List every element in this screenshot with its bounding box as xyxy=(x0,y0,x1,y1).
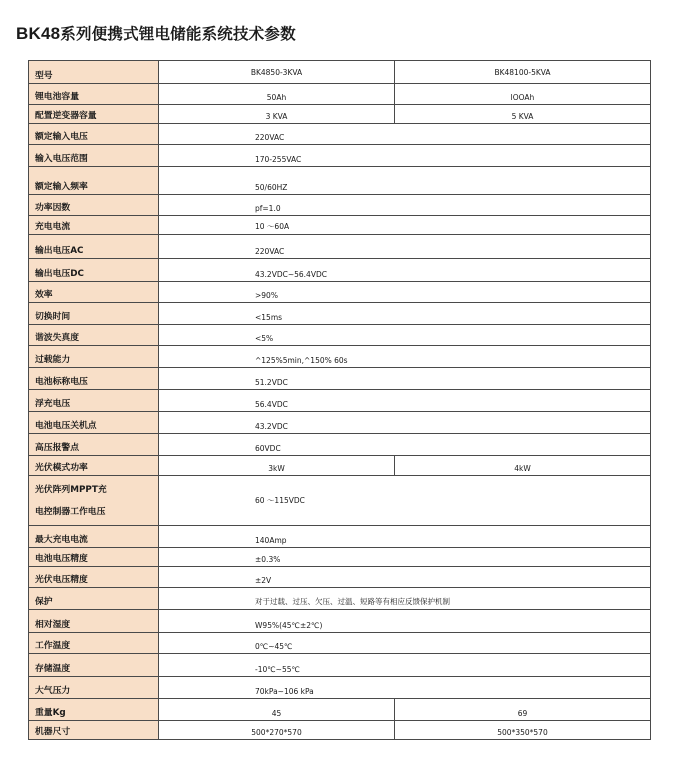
row-label: 额定输入频率 xyxy=(29,167,159,195)
row-label-line-1: 光伏阵列MPPT充 xyxy=(35,484,107,495)
row-value-model-1: 500*270*570 xyxy=(159,721,395,740)
row-label: 功率因数 xyxy=(29,195,159,216)
row-value: 170-255VAC xyxy=(159,145,651,167)
row-value: 43.2VDC~56.4VDC xyxy=(159,259,651,282)
row-value: W95%(45℃±2℃) xyxy=(159,610,651,633)
row-value: 10 ～60A xyxy=(159,216,651,235)
row-label: 电池标称电压 xyxy=(29,368,159,390)
row-label-line-2: 电控制器工作电压 xyxy=(35,506,106,517)
table-row xyxy=(29,346,651,368)
row-value: 56.4VDC xyxy=(159,390,651,412)
table-row xyxy=(29,167,651,195)
row-value: 50/60HZ xyxy=(159,167,651,195)
row-value: -10℃~55℃ xyxy=(159,654,651,677)
table-row xyxy=(29,588,651,610)
row-label: 效率 xyxy=(29,282,159,303)
row-label: 高压报警点 xyxy=(29,434,159,456)
table-row xyxy=(29,325,651,346)
row-label: 电池电压精度 xyxy=(29,548,159,567)
row-value: 对于过载、过压、欠压、过温、短路等有相应反馈保护机制 xyxy=(159,588,651,610)
row-label: 输入电压范围 xyxy=(29,145,159,167)
table-row xyxy=(29,412,651,434)
row-value: 60 ～115VDC xyxy=(159,476,651,526)
row-label: 光伏模式功率 xyxy=(29,456,159,476)
table-row xyxy=(29,456,651,476)
row-label: 存储温度 xyxy=(29,654,159,677)
table-header-row xyxy=(29,61,651,84)
row-value-model-2: 500*350*570 xyxy=(395,721,651,740)
table-row xyxy=(29,548,651,567)
table-row xyxy=(29,303,651,325)
row-label: 充电电流 xyxy=(29,216,159,235)
row-value-model-1: 50Ah xyxy=(159,84,395,105)
row-value: 140Amp xyxy=(159,526,651,548)
model-1-name: BK4850-3KVA xyxy=(159,61,395,84)
table-row xyxy=(29,390,651,412)
row-value: 220VAC xyxy=(159,235,651,259)
row-label: 重量Kg xyxy=(29,699,159,721)
row-label: 最大充电电流 xyxy=(29,526,159,548)
document-title xyxy=(16,22,296,44)
table-row xyxy=(29,476,651,526)
row-label: 过载能力 xyxy=(29,346,159,368)
row-value-model-2: 5 KVA xyxy=(395,105,651,124)
table-row xyxy=(29,84,651,105)
table-row xyxy=(29,526,651,548)
table-row xyxy=(29,434,651,456)
table-row xyxy=(29,654,651,677)
title-text: 系列便携式锂电储能系统技术参数 xyxy=(60,25,296,43)
row-value: ±2V xyxy=(159,567,651,588)
row-value: <15ms xyxy=(159,303,651,325)
row-label: 谐波失真度 xyxy=(29,325,159,346)
row-value-model-1: 3kW xyxy=(159,456,395,476)
row-label: 额定输入电压 xyxy=(29,124,159,145)
row-value: >90% xyxy=(159,282,651,303)
title-model: BK48 xyxy=(16,24,61,43)
row-label: 锂电池容量 xyxy=(29,84,159,105)
row-label: 电池电压关机点 xyxy=(29,412,159,434)
row-label: 光伏电压精度 xyxy=(29,567,159,588)
row-value: <5% xyxy=(159,325,651,346)
table-row xyxy=(29,195,651,216)
row-label: 相对湿度 xyxy=(29,610,159,633)
row-value: 220VAC xyxy=(159,124,651,145)
table-row xyxy=(29,235,651,259)
table-row xyxy=(29,216,651,235)
row-value: ^125%5min,^150% 60s xyxy=(159,346,651,368)
table-row xyxy=(29,677,651,699)
table-row xyxy=(29,368,651,390)
table-row xyxy=(29,633,651,654)
table-row xyxy=(29,610,651,633)
row-label: 切换时间 xyxy=(29,303,159,325)
row-label: 大气压力 xyxy=(29,677,159,699)
model-2-name: BK48100-5KVA xyxy=(395,61,651,84)
table-row xyxy=(29,259,651,282)
row-value-model-2: 4kW xyxy=(395,456,651,476)
row-value-model-2: 69 xyxy=(395,699,651,721)
spec-table xyxy=(28,60,651,740)
table-row xyxy=(29,699,651,721)
row-value: pf=1.0 xyxy=(159,195,651,216)
table-row xyxy=(29,124,651,145)
row-label-multiline xyxy=(29,476,159,526)
row-value-model-2: lOOAh xyxy=(395,84,651,105)
row-value: 0℃~45℃ xyxy=(159,633,651,654)
row-label: 输出电压DC xyxy=(29,259,159,282)
row-label: 保护 xyxy=(29,588,159,610)
row-value: 51.2VDC xyxy=(159,368,651,390)
table-row xyxy=(29,145,651,167)
row-label: 机器尺寸 xyxy=(29,721,159,740)
row-label: 工作温度 xyxy=(29,633,159,654)
table-row xyxy=(29,105,651,124)
row-value: 60VDC xyxy=(159,434,651,456)
row-label: 输出电压AC xyxy=(29,235,159,259)
header-label: 型号 xyxy=(29,61,159,84)
table-row xyxy=(29,282,651,303)
row-value: ±0.3% xyxy=(159,548,651,567)
row-value: 70kPa~106 kPa xyxy=(159,677,651,699)
row-label: 浮充电压 xyxy=(29,390,159,412)
table-row xyxy=(29,721,651,740)
row-value: 43.2VDC xyxy=(159,412,651,434)
table-row xyxy=(29,567,651,588)
row-value-model-1: 45 xyxy=(159,699,395,721)
row-label: 配置逆变器容量 xyxy=(29,105,159,124)
row-value-model-1: 3 KVA xyxy=(159,105,395,124)
